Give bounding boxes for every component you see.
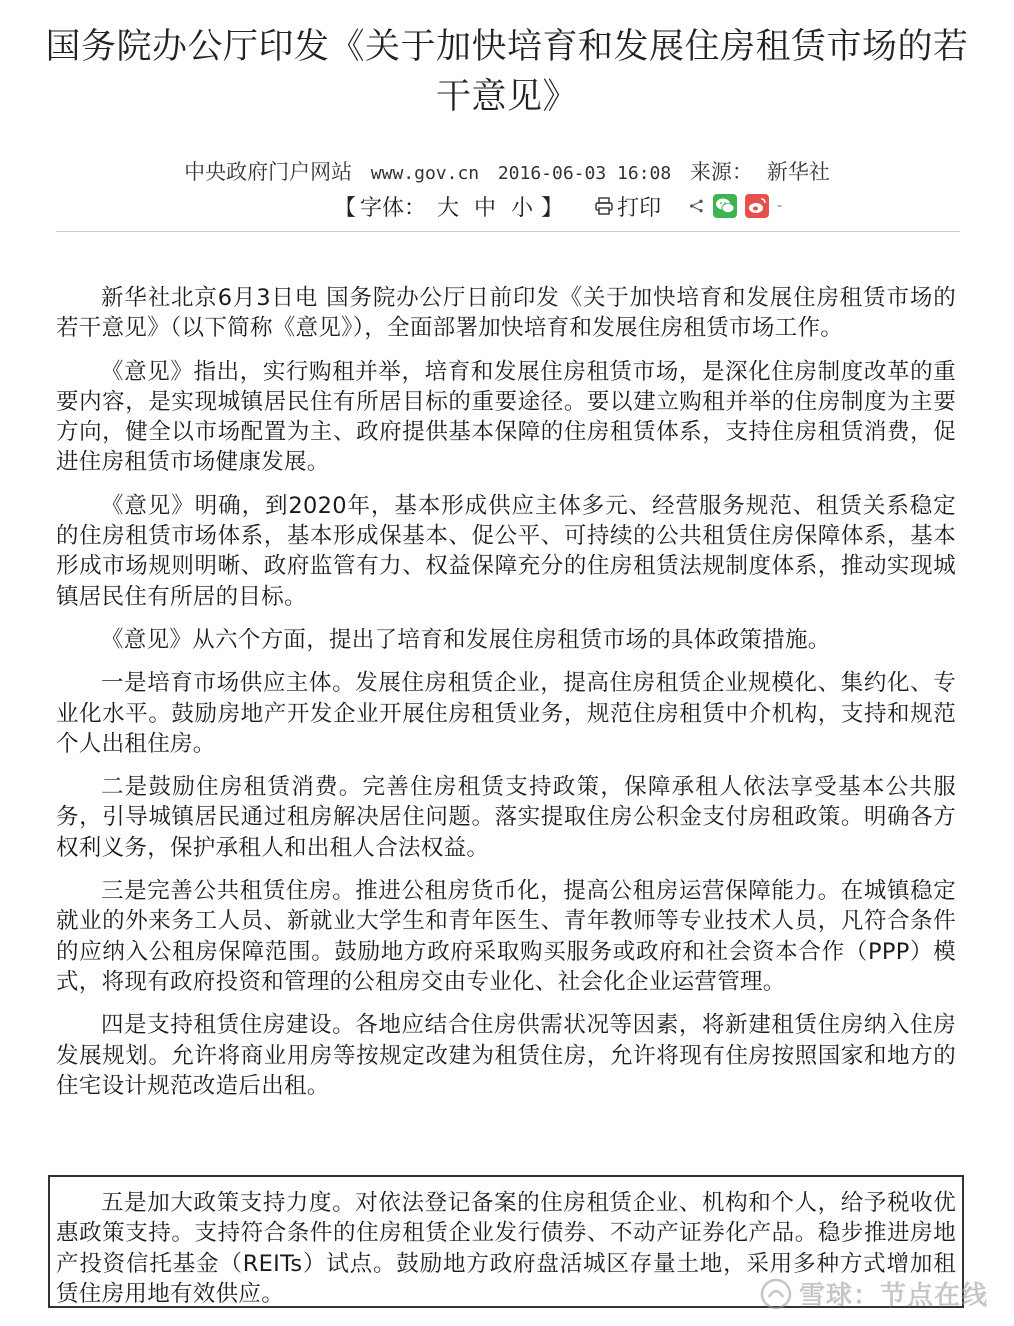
paragraph: 《意见》指出，实行购租并举，培育和发展住房租赁市场，是深化住房制度改革的重要内容，是实现城镇居民住有所居目标的重要途径。要以建立购租并举的住房制度为主要方向，健全以市场配置为主、政府提供基本保障的住房租赁体系，支持住房租赁消费，促进住房租赁市场健康发展。: [56, 358, 956, 476]
origin: [690, 160, 830, 184]
watermark-text: 雪球：节点在线: [798, 1281, 988, 1311]
paragraph: 二是鼓励住房租赁消费。完善住房租赁支持政策，保障承租人依法享受基本公共服务，引导城镇居民通过租房解决居住问题。落实提取住房公积金支付房租政策。明确各方权利义务，保护承租人和出租人合法权益。: [56, 774, 956, 861]
article-toolbar: [330, 188, 782, 224]
font-size-medium[interactable]: 中: [474, 195, 497, 221]
wechat-icon[interactable]: [713, 194, 737, 218]
article-meta: [0, 155, 1014, 191]
print-button[interactable]: [595, 191, 661, 222]
watermark: [759, 1275, 988, 1312]
font-size-label: 字体：: [360, 195, 427, 221]
weibo-icon[interactable]: [745, 194, 769, 218]
origin-label: 来源：: [689, 160, 753, 184]
print-label: 打印: [617, 195, 662, 221]
paragraph: 《意见》从六个方面，提出了培育和发展住房租赁市场的具体政策措施。: [101, 626, 831, 653]
font-size-small[interactable]: 小: [511, 195, 534, 221]
publish-datetime: 2016-06-03 16:08: [497, 163, 672, 184]
paragraph: 三是完善公共租赁住房。推进公租房货币化，提高公租房运营保障能力。在城镇稳定就业的外来务工人员、新就业大学生和青年医生、青年教师等专业技术人员，凡符合条件的应纳入公租房保障范围。鼓励地方政府采取购买服务或政府和社会资本合作（PPP）模式，将现有政府投资和管理的公租房交由专业化、社会化企业运营管理。: [56, 878, 956, 995]
share-icon[interactable]: [689, 198, 705, 214]
font-size-selector: 【 字体： 大 中 小 】: [334, 195, 564, 221]
paragraph-highlighted: 五是加大政策支持力度。对依法登记备案的住房租赁企业、机构和个人，给予税收优惠政策支持。支持符合条件的住房租赁企业发行债券、不动产证券化产品。稳步推进房地产投资信托基金（REITs）试点。鼓励地方政府盘活城区存量土地，采用多种方式增加租赁住房用地有效供应。: [56, 1190, 956, 1307]
article-body: [56, 283, 956, 1114]
paragraph: 新华社北京6月3日电 国务院办公厅日前印发《关于加快培育和发展住房租赁市场的若干意见》（以下简称《意见》），全面部署加快培育和发展住房租赁市场工作。: [56, 285, 956, 342]
paragraph: 《意见》明确，到2020年，基本形成供应主体多元、经营服务规范、租赁关系稳定的住房租赁市场体系，基本形成保基本、促公平、可持续的公共租赁住房保障体系，基本形成市场规则明晰、政府监管有力、权益保障充分的住房租赁法规制度体系，推动实现城镇居民住有所居的目标。: [56, 492, 956, 610]
more-dot: -: [777, 198, 783, 214]
font-size-large[interactable]: 大: [437, 195, 460, 221]
share-bar: [689, 194, 782, 218]
snowball-logo-icon: [759, 1277, 793, 1311]
print-icon: [595, 197, 613, 215]
article-title: 国务院办公厅印发《关于加快培育和发展住房租赁市场的若干意见》: [45, 27, 969, 117]
header-divider: [56, 231, 960, 232]
paragraph: 四是支持租赁住房建设。各地应结合住房供需状况等因素，将新建租赁住房纳入住房发展规划。允许将商业用房等按规定改建为租赁住房，允许将现有住房按照国家和地方的住宅设计规范改造后出租。: [56, 1012, 956, 1099]
source-site: 中央政府门户网站: [184, 160, 353, 184]
origin-value: 新华社: [766, 160, 830, 184]
paragraph: 一是培育市场供应主体。发展住房租赁企业，提高住房租赁企业规模化、集约化、专业化水平。鼓励房地产开发企业开展住房租赁业务，规范住房租赁中介机构，支持和规范个人出租住房。: [56, 670, 956, 757]
source-url[interactable]: www.gov.cn: [370, 163, 480, 184]
